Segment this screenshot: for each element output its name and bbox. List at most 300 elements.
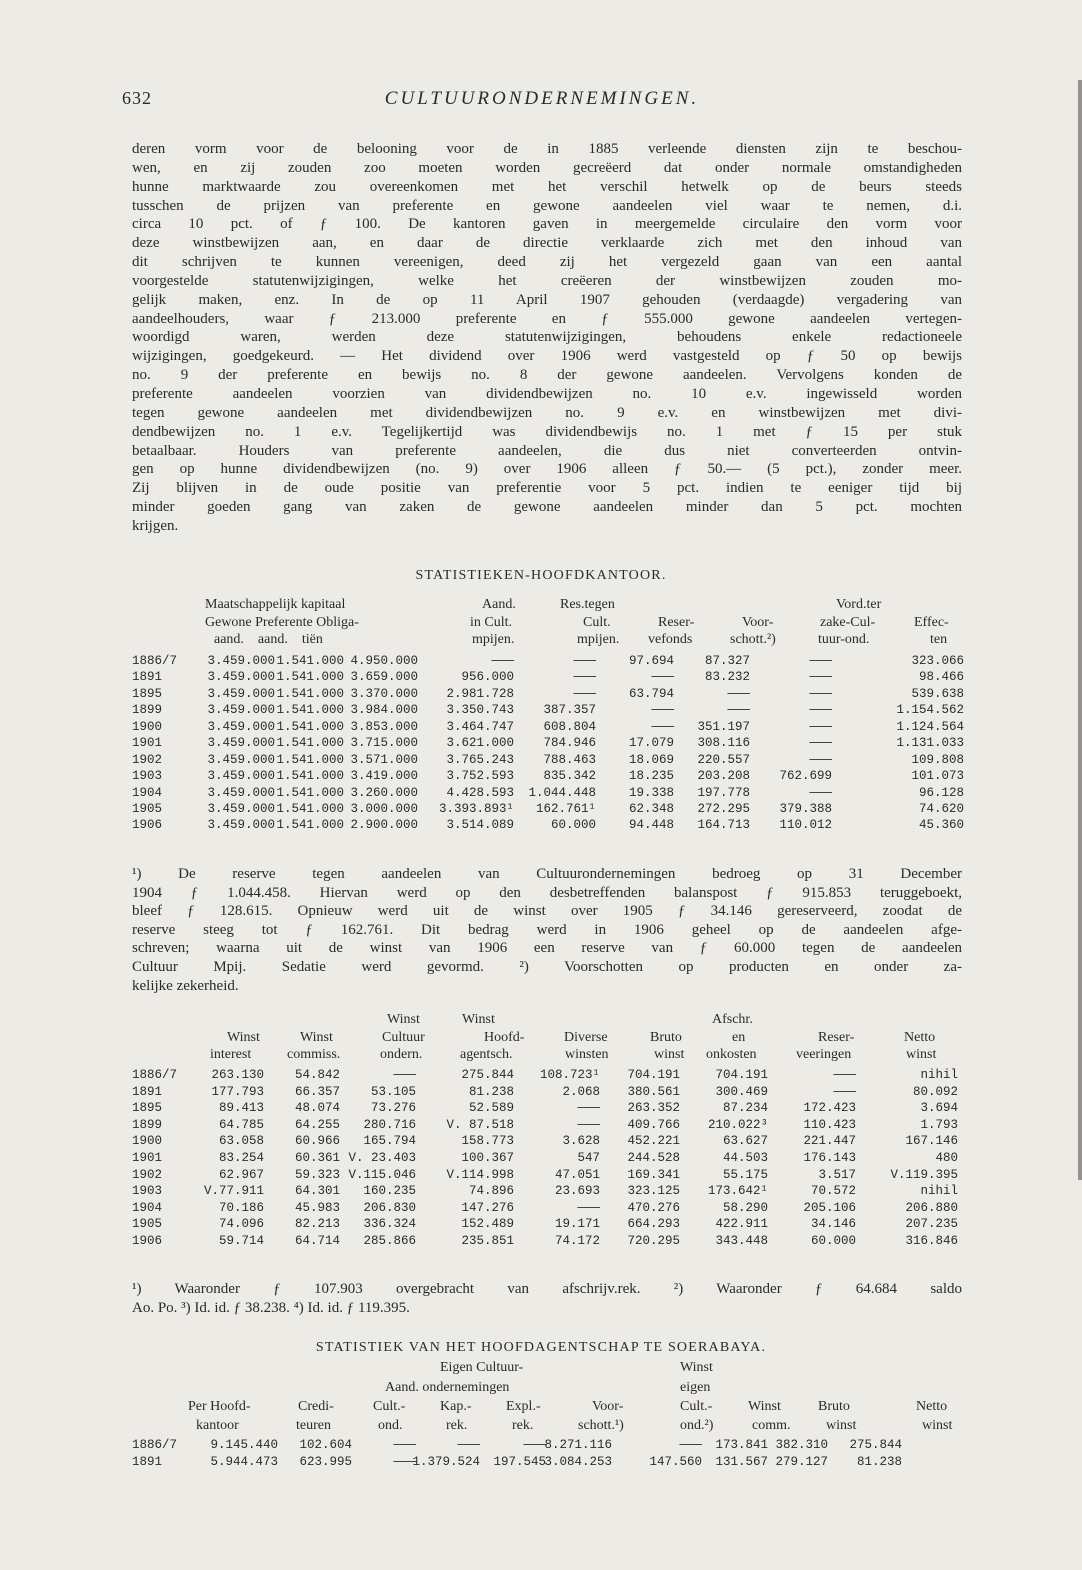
table-cell: 207.235 [905, 1217, 958, 1232]
t1-head-reser: Reser- [658, 615, 695, 630]
table-cell: 480 [935, 1150, 958, 1165]
table-cell: 409.766 [627, 1117, 680, 1132]
table-cell: 3.694 [920, 1101, 958, 1116]
table-cell: 63.627 [722, 1134, 768, 1149]
running-title: CULTUURONDERNEMINGEN. [384, 88, 700, 109]
body-line: no. 9 der preferente en bewijs no. 8 der gewone aandeelen. Vervolgens konden de [132, 367, 962, 384]
body-line: betaalbaar. Houders van preferente aandeelen, die dus niet converteerden ontvin- [132, 442, 962, 459]
table-cell: 3.419.000 [350, 769, 418, 784]
table-cell: 3.084.253 [544, 1455, 612, 1469]
row-year: 1891 [132, 1084, 163, 1099]
table-cell: 19.171 [554, 1217, 600, 1232]
table-cell: 280.716 [363, 1117, 416, 1132]
table-cell: 3.853.000 [350, 719, 418, 734]
table-row [132, 818, 964, 834]
table-cell: 762.699 [779, 769, 832, 784]
row-year: 1903 [132, 1184, 163, 1199]
table-cell: 3.459.000 [207, 736, 275, 751]
table-row [132, 687, 964, 703]
footnote-line: Ao. Po. ³) Id. id. ƒ 38.238. ⁴) Id. id. ƒ 119.395. [132, 1299, 410, 1316]
footnote-line: ¹) Waaronder ƒ 107.903 overgebracht van afschrijv.rek. ²) Waaronder ƒ 64.684 saldo [132, 1281, 962, 1297]
table-row [132, 769, 964, 785]
table-cell: ——— [393, 1438, 416, 1452]
table-cell: 380.561 [627, 1084, 680, 1099]
t3-group-eigen2: eigen [680, 1380, 711, 1395]
table-cell: ——— [809, 752, 832, 767]
table-row [132, 1085, 964, 1102]
t1-head-vord3: tuur-ond. [818, 632, 870, 647]
table-row [132, 1438, 964, 1455]
table-cell: ——— [809, 654, 832, 668]
table-row [132, 720, 964, 736]
t2-h-nwinst: winst [906, 1047, 937, 1062]
footnote-line: 1904 ƒ 1.044.458. Hiervan werd op den desbetreffenden balanspost ƒ 915.853 teruggeboekt, [132, 884, 962, 901]
table-cell: 165.794 [363, 1134, 416, 1149]
table-cell: 1.379.524 [412, 1455, 480, 1469]
row-year: 1900 [132, 1134, 163, 1149]
table-cell: 3.459.000 [207, 654, 275, 668]
t3-h-0b: kantoor [196, 1418, 239, 1433]
table-cell: 3.517 [818, 1167, 856, 1182]
t3-h-6a: Cult.- [680, 1399, 713, 1414]
table-cell: 101.073 [911, 769, 964, 784]
row-year: 1902 [132, 1167, 163, 1182]
table-row [132, 1168, 964, 1185]
table-cell: 956.000 [461, 670, 514, 685]
table-cell: 285.866 [363, 1233, 416, 1248]
table-cell: ——— [809, 670, 832, 685]
table-cell: 206.880 [905, 1200, 958, 1215]
table-cell: 73.276 [370, 1101, 416, 1116]
table-cell: 1.541.000 [276, 670, 344, 685]
t2-h-netto: Netto [904, 1030, 936, 1045]
table-cell: 3.459.000 [207, 801, 275, 816]
table-cell: 60.361 [294, 1150, 340, 1165]
t3-group-aand: Aand. ondernemingen [385, 1380, 510, 1395]
table-cell: 539.638 [911, 686, 964, 701]
row-year: 1899 [132, 1117, 163, 1132]
table-cell: 3.459.000 [207, 752, 275, 767]
table-cell: 279.127 [775, 1455, 828, 1469]
body-line: deze winstbewijzen aan, en daar de directie verklaarde zich met den inhoud van [132, 235, 962, 252]
table-cell: 9.145.440 [210, 1438, 278, 1452]
row-year: 1904 [132, 1200, 163, 1215]
table-cell: 52.589 [468, 1101, 514, 1116]
t1-head-res: Res.tegen [560, 597, 615, 612]
table-cell: 835.342 [543, 769, 596, 784]
table-cell: 70.572 [810, 1184, 856, 1199]
table-cell: 379.388 [779, 801, 832, 816]
page-number: 632 [122, 88, 152, 108]
t3-h-2a: Cult.- [373, 1399, 406, 1414]
table-cell: 323.066 [911, 654, 964, 668]
row-year: 1899 [132, 703, 163, 718]
table-cell: 74.172 [554, 1233, 600, 1248]
t3-h-8a: Bruto [818, 1399, 850, 1414]
table-cell: 1.541.000 [276, 703, 344, 718]
table-cell: 34.146 [810, 1217, 856, 1232]
table-row [132, 1217, 964, 1234]
t1-head-vord2: zake-Cul- [820, 615, 876, 630]
t2-h-agentsch: agentsch. [460, 1047, 513, 1062]
t1-head-aand: Aand. [482, 597, 516, 612]
table-cell: ——— [573, 686, 596, 701]
table-cell: ——— [573, 670, 596, 685]
table-cell: 97.694 [628, 654, 674, 668]
t2-h-interest: interest [210, 1047, 252, 1062]
t2-h-veeringen: veeringen [796, 1047, 852, 1062]
table-cell: 3.459.000 [207, 686, 275, 701]
t2-h-reser: Reser- [818, 1030, 855, 1045]
t3-h-7b: comm. [752, 1418, 791, 1433]
table-cell: 275.844 [461, 1068, 514, 1082]
table-cell: 220.557 [697, 752, 750, 767]
table-cell: 3.350.743 [446, 703, 514, 718]
table-cell: 3.459.000 [207, 769, 275, 784]
table-cell: 235.851 [461, 1233, 514, 1248]
row-year: 1895 [132, 686, 163, 701]
t2-h-winst2: Winst [300, 1030, 333, 1045]
table-cell: 18.235 [628, 769, 674, 784]
table-cell: 47.051 [554, 1167, 600, 1182]
table-cell: 1.541.000 [276, 719, 344, 734]
row-year: 1891 [132, 1455, 163, 1469]
table-row [132, 654, 964, 670]
row-year: 1905 [132, 1217, 163, 1232]
table-cell: 44.503 [722, 1150, 768, 1165]
body-line: voorgestelde statutenwijzigingen, welke het creëeren der winstbewijzen zouden mo- [132, 272, 962, 289]
table-cell: 351.197 [697, 719, 750, 734]
t3-h-3b: rek. [446, 1418, 468, 1433]
footnote-line: kelijke zekerheid. [132, 977, 239, 994]
table-cell: 704.191 [715, 1068, 768, 1082]
row-year: 1895 [132, 1101, 163, 1116]
table-cell: 64.301 [294, 1184, 340, 1199]
table-cell: 81.238 [856, 1455, 902, 1469]
row-year: 1906 [132, 818, 163, 833]
t3-h-1b: teuren [296, 1418, 331, 1433]
table-cell: 547 [577, 1150, 600, 1165]
body-line: gen op hunne dividendbewijzen (no. 9) over 1906 alleen ƒ 50.— (5 pct.), zonder meer. [132, 461, 962, 478]
table-cell: 197.545 [493, 1455, 546, 1469]
table-row [132, 1184, 964, 1201]
table-row [132, 1201, 964, 1218]
table-row [132, 802, 964, 818]
t2-h-winsten: winsten [565, 1047, 609, 1062]
t3-group-eigen: Eigen Cultuur- [440, 1360, 524, 1375]
table-cell: 275.844 [849, 1438, 902, 1452]
table-cell: 1.131.033 [896, 736, 964, 751]
t2-head-0: Winst [387, 1012, 420, 1027]
table-cell: ——— [727, 686, 750, 701]
table-cell: 788.463 [543, 752, 596, 767]
body-line: tegen gewone aandeelen met dividendbewijzen no. 9 e.v. en winstbewijzen met divi- [132, 404, 962, 421]
t1-head-voor: Voor- [742, 615, 774, 630]
table-cell: 74.896 [468, 1184, 514, 1199]
t2-h-onkosten: onkosten [706, 1047, 757, 1062]
table-row [132, 753, 964, 769]
row-year: 1906 [132, 1233, 163, 1248]
table-cell: 4.428.593 [446, 785, 514, 800]
body-line: Zij blijven in de oude positie van preferentie voor 5 pct. indien te eeniger tijd bij [132, 480, 962, 497]
table-cell: 66.357 [294, 1084, 340, 1099]
row-year: 1886/7 [132, 654, 178, 668]
table-cell: 110.423 [803, 1117, 856, 1132]
table-cell: 3.459.000 [207, 670, 275, 685]
table-cell: 158.773 [461, 1134, 514, 1149]
table-cell: 300.469 [715, 1084, 768, 1099]
row-year: 1904 [132, 785, 163, 800]
t2-head-2: Afschr. [712, 1012, 753, 1027]
table-cell: 164.713 [697, 818, 750, 833]
table-cell: 3.621.000 [446, 736, 514, 751]
t1-head-reser2: vefonds [648, 632, 693, 647]
table-cell: 704.191 [627, 1068, 680, 1082]
table-cell: 108.723¹ [539, 1068, 600, 1082]
table-cell: 81.238 [468, 1084, 514, 1099]
table1-title: STATISTIEKEN-HOOFDKANTOOR. [415, 568, 667, 583]
t3-h-9a: Netto [916, 1399, 948, 1414]
table-cell: V.119.395 [890, 1167, 958, 1182]
table-cell: 96.128 [918, 785, 964, 800]
table-cell: 60.000 [810, 1233, 856, 1248]
table-cell: 147.560 [649, 1455, 702, 1469]
table-cell: 263.352 [627, 1101, 680, 1116]
table-cell: 2.900.000 [350, 818, 418, 833]
t1-head-aand3: mpijen. [472, 632, 515, 647]
body-line: gelijk maken, enz. In de op 11 April 1907 gehouden (verdaagde) vergadering van [132, 291, 962, 308]
table-row [132, 736, 964, 752]
t3-h-3a: Kap.- [440, 1399, 472, 1414]
t1-head-cols2: aand. aand. tiën [214, 632, 323, 647]
table-row [132, 703, 964, 719]
body-line: minder goeden gang van zaken de gewone aandeelen minder dan 5 pct. mochten [132, 499, 962, 516]
table-row [132, 1455, 964, 1472]
table-cell: 387.357 [543, 703, 596, 718]
t3-h-5a: Voor- [592, 1399, 624, 1414]
t1-head-res2: Cult. [583, 615, 611, 630]
table-cell: ——— [393, 1455, 416, 1469]
table-cell: 55.175 [722, 1167, 768, 1182]
table-cell: 162.761¹ [535, 801, 596, 816]
table-cell: ——— [491, 654, 514, 668]
table-cell: ——— [809, 719, 832, 734]
footnote-line: schreven; waarna uit de winst van 1906 een reserve van ƒ 60.000 tegen de aandeelen [132, 940, 962, 957]
table-cell: 203.208 [697, 769, 750, 784]
table-cell: 60.966 [294, 1134, 340, 1149]
table-cell: 3.984.000 [350, 703, 418, 718]
table-cell: ——— [651, 719, 674, 734]
table-cell: 83.254 [218, 1150, 264, 1165]
t3-h-7a: Winst [748, 1399, 781, 1414]
table-cell: 664.293 [627, 1217, 680, 1232]
table-cell: 3.464.747 [446, 719, 514, 734]
table-cell: 131.567 [715, 1455, 768, 1469]
table1-footnote [132, 865, 962, 995]
table-cell: 64.255 [294, 1117, 340, 1132]
body-line: aandeelhouders, waar ƒ 213.000 preferente en ƒ 555.000 gewone aandeelen vertegen- [132, 310, 962, 327]
row-year: 1905 [132, 801, 163, 816]
table-cell: 45.983 [294, 1200, 340, 1215]
t2-h-bwinst: winst [654, 1047, 685, 1062]
table-cell: V.77.911 [203, 1184, 264, 1199]
table-row [132, 786, 964, 802]
table-cell: 3.459.000 [207, 818, 275, 833]
table-cell: V. 87.518 [446, 1117, 514, 1132]
footnote-line: bleef ƒ 128.615. Opnieuw werd uit de winst over 1905 ƒ 34.146 gereserveerd, zoodat de [132, 903, 962, 920]
table-cell: ——— [679, 1438, 702, 1452]
page-edge-shadow [1078, 80, 1082, 1180]
table-cell: 173.642¹ [707, 1184, 768, 1199]
t3-h-1a: Credi- [298, 1399, 334, 1414]
table-cell: 160.235 [363, 1184, 416, 1199]
table-cell: 64.785 [218, 1117, 264, 1132]
table-cell: 197.778 [697, 785, 750, 800]
table-cell: ——— [457, 1438, 480, 1452]
t1-head-res3: mpijen. [577, 632, 620, 647]
table-cell: 98.466 [918, 670, 964, 685]
table-cell: 17.079 [628, 736, 674, 751]
table-cell: 1.541.000 [276, 752, 344, 767]
t1-head-cols: Gewone Preferente Obliga- [205, 615, 359, 630]
table-cell: ——— [393, 1068, 416, 1082]
table-cell: 452.221 [627, 1134, 680, 1149]
table-cell: 70.186 [218, 1200, 264, 1215]
table-cell: ——— [809, 703, 832, 718]
table-cell: 54.842 [294, 1068, 340, 1082]
table-cell: 221.447 [803, 1134, 856, 1149]
table-cell: 3.715.000 [350, 736, 418, 751]
t3-h-4a: Expl.- [506, 1399, 541, 1414]
table-cell: nihil [920, 1184, 958, 1199]
body-paragraph [132, 140, 962, 536]
t3-group-winst: Winst [680, 1360, 713, 1375]
table-cell: 3.514.089 [446, 818, 514, 833]
footnote-line: ¹) De reserve tegen aandeelen van Cultuurondernemingen bedroeg op 31 December [132, 866, 962, 882]
table-cell: 23.693 [554, 1184, 600, 1199]
table-cell: 784.946 [543, 736, 596, 751]
table-cell: 1.541.000 [276, 801, 344, 816]
t1-head-aand2: in Cult. [470, 615, 513, 630]
t3-h-2b: ond. [378, 1418, 403, 1433]
table-cell: 1.044.448 [528, 785, 596, 800]
table-cell: 19.338 [628, 785, 674, 800]
t2-head-1: Winst [462, 1012, 495, 1027]
table-cell: 62.348 [628, 801, 674, 816]
table-row [132, 670, 964, 686]
table-cell: 336.324 [363, 1217, 416, 1232]
t3-h-6b: ond.²) [680, 1418, 714, 1433]
table-cell: 3.459.000 [207, 719, 275, 734]
table-cell: 177.793 [211, 1084, 264, 1099]
table-cell: 308.116 [697, 736, 750, 751]
table-cell: 316.846 [905, 1233, 958, 1248]
table-cell: 343.448 [715, 1233, 768, 1248]
table-cell: V.114.998 [446, 1167, 514, 1182]
body-line: dendbewijzen no. 1 e.v. Tegelijkertijd was dividendbewijs no. 1 met ƒ 15 per stuk [132, 423, 962, 440]
table-cell: 2.981.728 [446, 686, 514, 701]
row-year: 1902 [132, 752, 163, 767]
table-cell: ——— [809, 785, 832, 800]
table-cell: 53.105 [370, 1084, 416, 1099]
table-cell: 3.459.000 [207, 703, 275, 718]
table-cell: 83.232 [704, 670, 750, 685]
table-cell: 3.659.000 [350, 670, 418, 685]
t1-head-vord: Vord.ter [836, 597, 882, 612]
body-line: hunne marktwaarde zou overeenkomen met het verschil hetwelk op de beurs steeds [132, 178, 962, 195]
table-cell: 102.604 [299, 1438, 352, 1452]
table-cell: ——— [809, 736, 832, 751]
table-cell: ——— [809, 686, 832, 701]
table-cell: 8.271.116 [544, 1438, 612, 1452]
footnote-line: reserve steeg tot ƒ 162.761. Dit bedrag werd in 1906 geheel op de aandeelen afge- [132, 921, 962, 938]
body-line: deren vorm voor de belooning voor de in 1885 verleende diensten zijn te beschou- [132, 141, 962, 157]
body-line: circa 10 pct. of ƒ 100. De kantoren gaven in meergemelde circulaire den vorm voor [132, 216, 962, 233]
t1-head-voor2: schott.²) [730, 632, 776, 647]
table-cell: 74.620 [918, 801, 964, 816]
table-cell: 3.260.000 [350, 785, 418, 800]
table-cell: 2.068 [562, 1084, 600, 1099]
table-cell: ——— [577, 1101, 600, 1116]
table-cell: ——— [651, 703, 674, 718]
table-cell: 1.793 [920, 1117, 958, 1132]
table-cell: 4.950.000 [350, 654, 418, 668]
table-cell: 87.234 [722, 1101, 768, 1116]
table-cell: V.115.046 [348, 1167, 416, 1182]
t3-h-9b: winst [922, 1418, 953, 1433]
table-cell: 608.804 [543, 719, 596, 734]
table-cell: 1.541.000 [276, 654, 344, 668]
table-cell: 623.995 [299, 1455, 352, 1469]
table-cell: 3.628 [562, 1134, 600, 1149]
body-line: preferente aandeelen voorzien van dividendbewijzen no. 10 e.v. ingewisseld worden [132, 385, 962, 402]
table1-body [132, 654, 964, 835]
table-cell: 59.714 [218, 1233, 264, 1248]
table3-title: STATISTIEK VAN HET HOOFDAGENTSCHAP TE SOERABAYA. [315, 1340, 767, 1355]
table-cell: 272.295 [697, 801, 750, 816]
table-cell: 5.944.473 [210, 1455, 278, 1469]
footnote-line: Cultuur Mpij. Sedatie werd gevormd. ²) Voorschotten op producten en onder za- [132, 958, 962, 975]
page-header [122, 88, 962, 116]
table-cell: 1.154.562 [896, 703, 964, 718]
table-cell: 45.360 [918, 818, 964, 833]
table-cell: 3.571.000 [350, 752, 418, 767]
table-cell: 323.125 [627, 1184, 680, 1199]
row-year: 1886/7 [132, 1068, 178, 1082]
table-cell: 60.000 [550, 818, 596, 833]
table-cell: 74.096 [218, 1217, 264, 1232]
table-cell: 1.541.000 [276, 769, 344, 784]
table-cell: ——— [833, 1068, 856, 1082]
t3-h-8b: winst [826, 1418, 857, 1433]
table-cell: 169.341 [627, 1167, 680, 1182]
table-cell: 109.808 [911, 752, 964, 767]
body-line: krijgen. [132, 517, 179, 534]
table-cell: 210.022³ [707, 1117, 768, 1132]
t2-h-commiss: commiss. [287, 1047, 341, 1062]
t2-h-winst1: Winst [227, 1030, 260, 1045]
table-cell: ——— [577, 1117, 600, 1132]
t2-h-en: en [732, 1030, 746, 1045]
table-row [132, 1234, 964, 1251]
t2-h-cultuur: Cultuur [382, 1030, 425, 1045]
table-cell: 3.459.000 [207, 785, 275, 800]
table-row [132, 1101, 964, 1118]
body-line: wijzigingen, goedgekeurd. — Het dividend over 1906 werd vastgesteld op ƒ 50 op bewijs [132, 348, 962, 365]
t3-h-5b: schott.¹) [578, 1418, 624, 1433]
table-cell: 720.295 [627, 1233, 680, 1248]
table-cell: 63.058 [218, 1134, 264, 1149]
